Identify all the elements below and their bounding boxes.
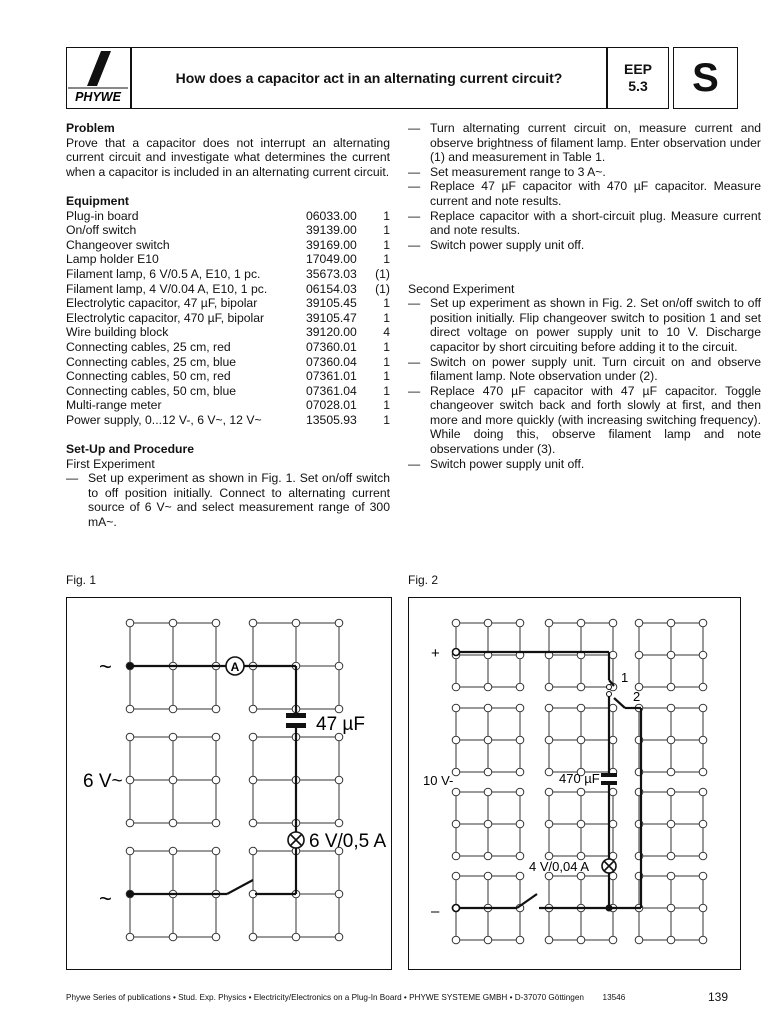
page-title: How does a capacitor act in an alternating current circuit? <box>131 47 607 109</box>
grid-node <box>452 619 460 627</box>
code-line2: 5.3 <box>628 78 648 94</box>
grid-node <box>249 619 257 627</box>
left-column <box>66 121 390 530</box>
step-text: Turn alternating current circuit on, measure current and observe brightness of filament lamp. Enter observation under (1) and measurement in Table 1. <box>430 121 761 165</box>
plug-in-grid <box>545 788 617 860</box>
capacitor-icon <box>601 773 617 785</box>
grid-node <box>212 847 220 855</box>
plug-in-grid <box>545 704 617 776</box>
plug-in-grid <box>452 704 524 776</box>
grid-node <box>126 847 134 855</box>
phywe-logo-graphic <box>67 48 129 107</box>
lamp-icon <box>602 859 616 873</box>
ac-top-symbol: ~ <box>99 654 112 679</box>
equipment-row <box>66 340 390 355</box>
grid-node <box>516 788 524 796</box>
grid-node <box>577 788 585 796</box>
grid-node <box>516 820 524 828</box>
equipment-name: Plug-in board <box>66 208 139 223</box>
second-experiment-title: Second Experiment <box>408 281 515 296</box>
grid-node <box>516 936 524 944</box>
equipment-name: Connecting cables, 25 cm, red <box>66 339 231 354</box>
equipment-number: 13505.93 <box>306 412 357 427</box>
equipment-name: On/off switch <box>66 223 137 238</box>
grid-node <box>126 819 134 827</box>
grid-node <box>452 704 460 712</box>
equipment-qty: (1) <box>375 266 390 281</box>
equipment-name: Multi-range meter <box>66 398 162 413</box>
step-text: Set up experiment as shown in Fig. 1. Set on/off switch to off position initially. Connect to alternating current source of 6 V~ and select measurement range of 300 mA~. <box>88 471 390 530</box>
footer-publication: Phywe Series of publications • Stud. Exp. Physics • Electricity/Electronics on a Plug-In Board • PHYWE SYSTEME GMBH • D-37070 Göttingen <box>66 993 584 1002</box>
grid-node <box>545 820 553 828</box>
grid-node <box>126 619 134 627</box>
equipment-list <box>66 209 390 428</box>
grid-node <box>609 704 617 712</box>
step-text: Replace 470 µF capacitor with 47 µF capacitor. Toggle changeover switch back and forth slowly at first, and then more and more quickly (with increasing switching frequency). While doing this, observe filament lamp and note observations under (3). <box>430 383 761 457</box>
grid-node <box>484 704 492 712</box>
grid-node <box>452 820 460 828</box>
plug-in-grid <box>545 619 617 691</box>
grid-node <box>335 705 343 713</box>
lamp-icon <box>288 832 304 848</box>
grid-node <box>484 788 492 796</box>
equipment-qty: 1 <box>383 237 390 252</box>
equipment-number: 07028.01 <box>306 398 357 413</box>
grid-node <box>545 683 553 691</box>
equipment-row <box>66 369 390 384</box>
grid-node <box>667 904 675 912</box>
grid-node <box>667 820 675 828</box>
step-dash: — <box>408 121 421 135</box>
logo-text: PHYWE <box>75 90 121 104</box>
capacitor-icon <box>286 713 306 728</box>
problem-heading: Problem <box>66 121 115 135</box>
grid-node <box>667 683 675 691</box>
plug-in-grid <box>635 788 707 860</box>
problem-text: Prove that a capacitor does not interrupt an alternating current circuit and investigate what determines the current when a capacitor is included in an alternating current circuit. <box>66 135 390 179</box>
grid-node <box>545 768 553 776</box>
equipment-number: 06033.00 <box>306 208 357 223</box>
grid-node <box>169 933 177 941</box>
grid-node <box>699 651 707 659</box>
grid-node <box>545 736 553 744</box>
grid-node <box>545 619 553 627</box>
grid-node <box>452 936 460 944</box>
fig1-lamp-label: 6 V/0,5 A <box>309 831 387 852</box>
step-dash: — <box>408 237 421 252</box>
grid-node <box>249 819 257 827</box>
equipment-number: 07361.01 <box>306 369 357 384</box>
procedure-step <box>408 457 761 472</box>
step-dash: — <box>408 208 421 223</box>
fig1-circuit <box>67 598 390 968</box>
equipment-row <box>66 238 390 253</box>
grid-node <box>667 852 675 860</box>
equipment-name: Filament lamp, 6 V/0.5 A, E10, 1 pc. <box>66 266 261 281</box>
grid-node <box>484 852 492 860</box>
grid-node <box>335 662 343 670</box>
equipment-name: Lamp holder E10 <box>66 252 159 267</box>
equipment-qty: 1 <box>383 383 390 398</box>
grid-node <box>577 683 585 691</box>
grid-node <box>667 768 675 776</box>
right-column <box>408 121 761 471</box>
grid-node <box>212 705 220 713</box>
switch-position-2: 2 <box>633 689 641 704</box>
equipment-row <box>66 413 390 428</box>
ammeter-label: A <box>230 660 240 674</box>
grid-node <box>516 704 524 712</box>
grid-node <box>609 936 617 944</box>
fig2-circuit <box>409 598 739 968</box>
grid-node <box>249 733 257 741</box>
grid-node <box>249 847 257 855</box>
equipment-qty: 1 <box>383 310 390 325</box>
grid-node <box>169 776 177 784</box>
grid-node <box>699 683 707 691</box>
procedure-step <box>408 121 761 165</box>
equipment-qty: 1 <box>383 354 390 369</box>
step-dash: — <box>408 164 421 179</box>
equipment-number: 39105.47 <box>306 310 357 325</box>
equipment-row <box>66 311 390 326</box>
grid-node <box>212 733 220 741</box>
step-text: Replace 47 µF capacitor with 470 µF capacitor. Measure current and note results. <box>430 179 761 208</box>
grid-node <box>667 872 675 880</box>
step-text: Set up experiment as shown in Fig. 2. Set on/off switch to off position initially. Flip changeover switch to position 1 and set direct voltage on power supply unit to 10 V. Discharge capacitor by short circuiting before adding it to the circuit. <box>430 296 761 354</box>
equipment-row <box>66 398 390 413</box>
setup-heading: Set-Up and Procedure <box>66 442 194 457</box>
grid-node <box>484 872 492 880</box>
grid-node <box>484 619 492 627</box>
grid-node <box>609 619 617 627</box>
equipment-number: 07360.04 <box>306 354 357 369</box>
equipment-qty: 1 <box>383 208 390 223</box>
step-dash: — <box>408 354 421 369</box>
grid-node <box>699 936 707 944</box>
step-dash: — <box>66 471 79 486</box>
equipment-qty: 1 <box>383 369 390 384</box>
plug-in-grid <box>452 788 524 860</box>
equipment-row <box>66 355 390 370</box>
plug-in-grid <box>126 733 220 827</box>
grid-node <box>577 704 585 712</box>
grid-node <box>484 768 492 776</box>
grid-node <box>169 819 177 827</box>
level-badge: S <box>673 47 738 109</box>
equipment-name: Power supply, 0...12 V-, 6 V~, 12 V~ <box>66 412 262 427</box>
equipment-row <box>66 209 390 224</box>
fig1-voltage-label: 6 V~ <box>83 771 123 792</box>
grid-node <box>609 736 617 744</box>
grid-node <box>335 890 343 898</box>
step-text: Replace capacitor with a short-circuit plug. Measure current and note results. <box>430 208 761 238</box>
grid-node <box>212 819 220 827</box>
grid-node <box>169 619 177 627</box>
equipment-number: 07361.04 <box>306 383 357 398</box>
equipment-qty: 1 <box>383 252 390 267</box>
equipment-qty: 1 <box>383 296 390 311</box>
fig1-diagram <box>66 597 392 970</box>
equipment-name: Electrolytic capacitor, 47 µF, bipolar <box>66 296 258 311</box>
grid-node <box>516 736 524 744</box>
equipment-qty: 1 <box>383 398 390 413</box>
grid-node <box>699 704 707 712</box>
experiment-code <box>607 47 669 109</box>
code-line1: EEP <box>623 61 652 77</box>
grid-node <box>635 936 643 944</box>
equipment-number: 39105.45 <box>306 296 357 311</box>
equipment-number: 35673.03 <box>306 266 357 281</box>
grid-node <box>292 933 300 941</box>
grid-node <box>545 936 553 944</box>
plug-in-grid <box>635 619 707 691</box>
plug-in-grid <box>452 619 524 691</box>
equipment-heading: Equipment <box>66 193 129 208</box>
grid-node <box>667 736 675 744</box>
equipment-number: 39120.00 <box>306 325 357 340</box>
equipment-qty: 1 <box>383 223 390 238</box>
equipment-qty: 4 <box>383 325 390 340</box>
step-dash: — <box>408 383 421 398</box>
equipment-name: Changeover switch <box>66 237 170 252</box>
first-steps-right <box>408 121 761 252</box>
equipment-row <box>66 223 390 238</box>
grid-node <box>484 936 492 944</box>
grid-node <box>484 820 492 828</box>
grid-node <box>635 651 643 659</box>
equipment-name: Filament lamp, 4 V/0.04 A, E10, 1 pc. <box>66 281 268 296</box>
procedure-step <box>408 179 761 208</box>
grid-node <box>169 733 177 741</box>
grid-node <box>335 619 343 627</box>
fig1-capacitor-label: 47 µF <box>316 714 365 735</box>
equipment-name: Wire building block <box>66 325 169 340</box>
grid-node <box>452 788 460 796</box>
grid-node <box>635 619 643 627</box>
grid-node <box>699 820 707 828</box>
equipment-number: 39139.00 <box>306 223 357 238</box>
fig2-capacitor-label: 470 µF <box>559 771 600 786</box>
equipment-name: Connecting cables, 50 cm, red <box>66 369 231 384</box>
grid-node <box>335 776 343 784</box>
ac-bottom-symbol: ~ <box>99 886 112 911</box>
grid-node <box>667 619 675 627</box>
grid-node <box>335 819 343 827</box>
footer-text <box>66 993 625 1002</box>
minus-terminal: – <box>431 903 440 920</box>
equipment-qty: 1 <box>383 339 390 354</box>
equipment-name: Electrolytic capacitor, 470 µF, bipolar <box>66 310 265 325</box>
equipment-number: 06154.03 <box>306 281 357 296</box>
grid-node <box>609 651 617 659</box>
plus-terminal: + <box>431 645 440 662</box>
grid-node <box>126 705 134 713</box>
equipment-name: Connecting cables, 25 cm, blue <box>66 354 237 369</box>
equipment-qty: 1 <box>383 412 390 427</box>
grid-node <box>516 619 524 627</box>
grid-node <box>545 704 553 712</box>
equipment-number: 17049.00 <box>306 252 357 267</box>
grid-node <box>249 933 257 941</box>
equipment-row <box>66 296 390 311</box>
grid-node <box>212 619 220 627</box>
equipment-row <box>66 325 390 340</box>
plug-in-grid <box>635 872 707 944</box>
grid-node <box>699 872 707 880</box>
fig2-lamp-label: 4 V/0,04 A <box>529 859 589 874</box>
phywe-logo <box>66 47 131 109</box>
grid-node <box>126 733 134 741</box>
grid-node <box>699 904 707 912</box>
grid-node <box>484 683 492 691</box>
step-text: Switch power supply unit off. <box>430 237 585 252</box>
switch-position-1: 1 <box>621 670 629 685</box>
procedure-step <box>408 238 761 253</box>
page-number: 139 <box>708 990 729 1004</box>
equipment-number: 39169.00 <box>306 237 357 252</box>
footer-code: 13546 <box>602 993 626 1002</box>
grid-node <box>126 933 134 941</box>
grid-node <box>699 852 707 860</box>
grid-node <box>292 619 300 627</box>
grid-node <box>545 788 553 796</box>
grid-node <box>452 872 460 880</box>
grid-node <box>699 619 707 627</box>
step-dash: — <box>408 456 421 471</box>
step-text: Switch power supply unit off. <box>430 456 585 471</box>
grid-node <box>516 683 524 691</box>
step-text: Switch on power supply unit. Turn circuit on and observe filament lamp. Note observation under (2). <box>430 354 761 384</box>
procedure-step <box>408 384 761 457</box>
equipment-row <box>66 282 390 297</box>
fig2-label: Fig. 2 <box>408 573 439 587</box>
grid-node <box>452 852 460 860</box>
grid-node <box>577 936 585 944</box>
grid-node <box>516 768 524 776</box>
grid-node <box>335 933 343 941</box>
grid-node <box>699 788 707 796</box>
grid-node <box>452 683 460 691</box>
grid-node <box>609 820 617 828</box>
procedure-step <box>66 471 390 529</box>
grid-node <box>699 736 707 744</box>
second-steps <box>408 296 761 471</box>
grid-node <box>609 788 617 796</box>
equipment-row <box>66 384 390 399</box>
fig1-label: Fig. 1 <box>66 573 97 587</box>
procedure-step <box>408 209 761 238</box>
grid-node <box>484 736 492 744</box>
grid-node <box>577 820 585 828</box>
grid-node <box>667 788 675 796</box>
grid-node <box>452 736 460 744</box>
grid-node <box>212 933 220 941</box>
grid-node <box>169 847 177 855</box>
equipment-qty: (1) <box>375 281 390 296</box>
equipment-row <box>66 252 390 267</box>
fig2-voltage-label: 10 V- <box>423 773 454 788</box>
grid-node <box>249 705 257 713</box>
grid-node <box>212 776 220 784</box>
grid-node <box>126 776 134 784</box>
equipment-row <box>66 267 390 282</box>
first-steps-left <box>66 471 390 529</box>
step-dash: — <box>408 179 421 194</box>
grid-node <box>516 872 524 880</box>
fig2-diagram <box>408 597 741 970</box>
first-experiment-title: First Experiment <box>66 456 155 471</box>
procedure-step <box>408 355 761 384</box>
plug-in-grid <box>635 704 707 776</box>
step-dash: — <box>408 296 421 311</box>
grid-node <box>699 768 707 776</box>
grid-node <box>667 651 675 659</box>
grid-node <box>249 776 257 784</box>
grid-node <box>667 704 675 712</box>
grid-node <box>169 705 177 713</box>
step-text: Set measurement range to 3 A~. <box>430 164 606 179</box>
procedure-step <box>408 296 761 354</box>
equipment-name: Connecting cables, 50 cm, blue <box>66 383 237 398</box>
grid-node <box>667 936 675 944</box>
grid-node <box>516 852 524 860</box>
grid-node <box>577 736 585 744</box>
procedure-step <box>408 165 761 180</box>
equipment-number: 07360.01 <box>306 339 357 354</box>
grid-node <box>577 619 585 627</box>
